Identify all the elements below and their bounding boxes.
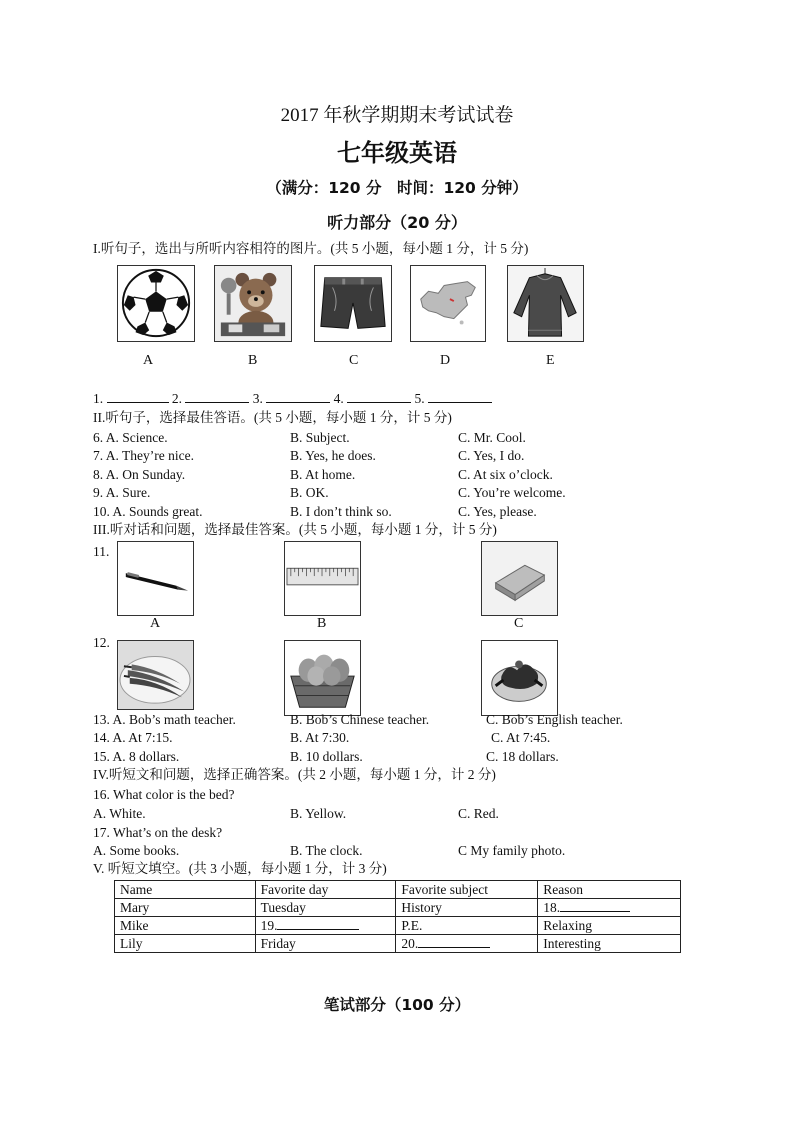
q6-option-a: 6. A. Science. [93,430,168,445]
section5-heading: V. 听短文填空。(共 3 小题，每小题 1 分，计 3 分) [93,861,387,876]
q9-option-b: B. OK. [290,485,329,500]
q10-option-b: B. I don’t think so. [290,504,392,519]
q12-number: 12. [93,635,110,650]
picture-c [314,265,392,342]
picture-label-d: D [440,353,451,368]
shorts-icon [315,266,391,341]
blank-number: 2. [171,391,182,406]
blank-number: 20. [401,936,419,951]
q9-option-c: C. You’re welcome. [458,485,566,500]
section1-heading: I.听句子，选出与所听内容相符的图片。(共 5 小题，每小题 1 分，计 5 分) [93,241,529,256]
teddy-bear-icon [215,266,291,341]
q12-picture-b [284,640,361,716]
q14-option-c: C. At 7:45. [491,730,551,745]
written-section-title: 笔试部分（100 分） [323,996,471,1014]
q8-option-b: B. At home. [290,467,356,482]
q11-label-a: A [150,616,161,631]
subject-title: 七年级英语 [337,139,457,167]
q17-question: 17. What’s on the desk? [93,825,223,840]
q11-picture-b [284,541,361,616]
soccer-ball-icon [118,266,194,341]
eraser-icon [482,542,557,615]
q17-option-c: C My family photo. [458,843,566,858]
table-cell-blank[interactable] [538,899,681,917]
q10-option-a: 10. A. Sounds great. [93,504,203,519]
blank-number: 18. [543,900,561,915]
q11-label-c: C [514,616,524,631]
table-cell: Mike [115,917,256,935]
answer-blanks-row [93,391,492,406]
q7-option-b: B. Yes, he does. [290,448,376,463]
sweater-icon [508,266,583,341]
q6-option-c: C. Mr. Cool. [458,430,526,445]
q6-option-b: B. Subject. [290,430,350,445]
q7-option-a: 7. A. They’re nice. [93,448,194,463]
fill-in-table [114,880,681,953]
ruler-icon [285,542,360,615]
answer-blank[interactable] [428,391,492,403]
q16-option-b: B. Yellow. [290,806,347,821]
answer-blank[interactable] [266,391,330,403]
q11-number: 11. [93,544,110,559]
q10-option-c: C. Yes, please. [458,504,537,519]
picture-label-b: B [248,353,258,368]
blank-number: 3. [252,391,263,406]
table-cell: Interesting [538,935,681,953]
carrots-icon [118,641,193,709]
blank-number: 1. [93,391,104,406]
table-cell-blank[interactable] [255,917,396,935]
q16-option-a: A. White. [93,806,146,821]
picture-b [214,265,292,342]
q8-option-c: C. At six o’clock. [458,467,553,482]
answer-blank[interactable] [560,900,630,912]
table-cell: Mary [115,899,256,917]
answer-blank[interactable] [185,391,249,403]
q12-picture-a [117,640,194,710]
table-row [115,899,681,917]
q15-option-b: B. 10 dollars. [290,749,363,764]
table-cell: History [396,899,538,917]
blank-number: 19. [260,918,278,933]
chicken-dish-icon [482,641,557,715]
q11-picture-c [481,541,558,616]
table-header-cell: Favorite subject [396,881,538,899]
picture-label-a: A [143,353,154,368]
table-header-cell: Reason [538,881,681,899]
answer-blank[interactable] [418,936,490,948]
answer-blank[interactable] [107,391,169,403]
table-cell: Friday [255,935,396,953]
table-cell: Tuesday [255,899,396,917]
picture-d [410,265,486,342]
q13-option-b: B. Bob’s Chinese teacher. [290,712,430,727]
table-cell: Relaxing [538,917,681,935]
q15-option-a: 15. A. 8 dollars. [93,749,180,764]
exam-title: 2017 年秋学期期末考试试卷 [280,105,514,126]
picture-label-c: C [349,353,359,368]
blank-number: 4. [333,391,344,406]
table-header-row [115,881,681,899]
q9-option-a: 9. A. Sure. [93,485,151,500]
picture-label-e: E [546,353,555,368]
table-cell-blank[interactable] [396,935,538,953]
q17-option-b: B. The clock. [290,843,363,858]
answer-blank[interactable] [277,918,359,930]
table-header-cell: Name [115,881,256,899]
table-cell: P.E. [396,917,538,935]
q17-option-a: A. Some books. [93,843,180,858]
q14-option-a: 14. A. At 7:15. [93,730,173,745]
q11-label-b: B [317,616,327,631]
table-cell: Lily [115,935,256,953]
section4-heading: IV.听短文和问题，选择正确答案。(共 2 小题，每小题 1 分，计 2 分) [93,767,496,782]
q13-option-a: 13. A. Bob’s math teacher. [93,712,236,727]
q11-picture-a [117,541,194,616]
table-row [115,935,681,953]
q12-picture-c [481,640,558,716]
blank-number: 5. [414,391,425,406]
q7-option-c: C. Yes, I do. [458,448,525,463]
table-row [115,917,681,935]
table-header-cell: Favorite day [255,881,396,899]
picture-a [117,265,195,342]
picture-e [507,265,584,342]
q14-option-b: B. At 7:30. [290,730,350,745]
section3-heading: III.听对话和问题，选择最佳答案。(共 5 小题，每小题 1 分，计 5 分) [93,522,497,537]
pen-icon [118,542,193,615]
answer-blank[interactable] [347,391,411,403]
q13-option-c: C. Bob’s English teacher. [486,712,623,727]
q16-question: 16. What color is the bed? [93,787,235,802]
section2-heading: II.听句子，选择最佳答语。(共 5 小题，每小题 1 分，计 5 分) [93,410,452,425]
exam-meta: （满分：120 分 时间：120 分钟） [266,179,528,197]
q16-option-c: C. Red. [458,806,499,821]
q15-option-c: C. 18 dollars. [486,749,559,764]
listening-section-title: 听力部分（20 分） [327,213,467,232]
china-map-icon [411,266,485,341]
basket-of-eggs-icon [285,641,360,715]
q8-option-a: 8. A. On Sunday. [93,467,186,482]
